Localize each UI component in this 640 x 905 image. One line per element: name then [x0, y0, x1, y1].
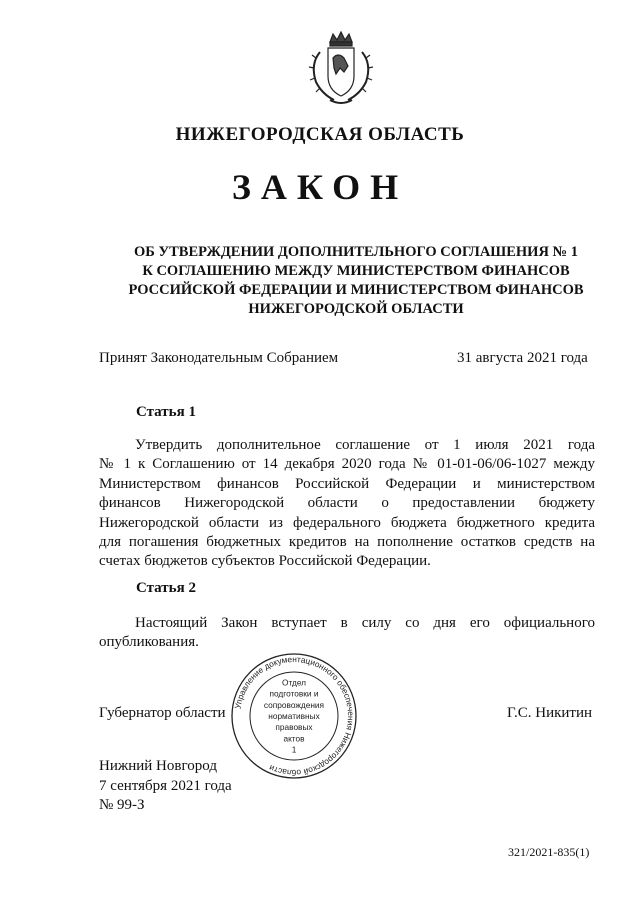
article-line: счетах бюджетов субъектов Российской Федерации. — [99, 553, 431, 570]
signing-city: Нижний Новгород — [99, 758, 217, 774]
signing-details — [99, 757, 232, 816]
signatory-name: Г.С. Никитин — [507, 705, 593, 721]
stamp-inner-text — [264, 677, 324, 754]
region-name: НИЖЕГОРОДСКАЯ ОБЛАСТЬ — [175, 124, 465, 145]
stamp-inner-line: 1 — [291, 744, 297, 755]
article-line: № 1 к Соглашению от 14 декабря 2020 года № 01-01-06/06-1027 между — [99, 456, 595, 473]
signing-date: 7 сентября 2021 года — [99, 777, 232, 794]
article-1-heading: Статья 1 — [136, 404, 196, 420]
law-title-line: НИЖЕГОРОДСКОЙ ОБЛАСТИ — [248, 301, 464, 317]
law-title-line: К СОГЛАШЕНИЮ МЕЖДУ МИНИСТЕРСТВОМ ФИНАНСОВ — [142, 263, 570, 279]
law-title — [96, 243, 616, 319]
article-2-heading: Статья 2 — [136, 580, 196, 596]
article-line: Настоящий Закон вступает в силу со дня его официального — [135, 615, 595, 631]
article-line: Нижегородской области из федерального бюджета бюджетного кредита — [99, 514, 595, 531]
stamp-outer-text: Управление документационного обеспечения Нижегородской области — [232, 653, 357, 779]
official-stamp — [228, 650, 360, 782]
adoption-date: 31 августа 2021 года — [457, 350, 588, 366]
signatory-position: Губернатор области — [99, 705, 226, 721]
article-line: Утвердить дополнительное соглашение от 1 июля 2021 года — [135, 437, 595, 453]
stamp-inner-line: правовых — [275, 722, 313, 733]
stamp-inner-line: подготовки и — [269, 688, 319, 699]
stamp-inner-line: нормативных — [268, 711, 320, 721]
article-line: Министерством финансов Российской Федерации и министерством — [99, 475, 595, 492]
law-number: № 99-З — [99, 797, 145, 813]
article-line: для погашения бюджетных кредитов на пополнение остатков средств на — [99, 534, 595, 551]
article-2-text — [99, 614, 595, 653]
coat-of-arms-icon — [300, 28, 382, 110]
stamp-inner-line: сопровождения — [263, 699, 325, 710]
document-type: ЗАКОН — [231, 167, 409, 207]
article-line: опубликования. — [99, 634, 199, 651]
document-code: 321/2021-835(1) — [508, 845, 590, 859]
stamp-inner-line: актов — [283, 733, 305, 744]
stamp-inner-line: Отдел — [282, 677, 306, 688]
article-1-text — [99, 436, 595, 572]
law-title-line: ОБ УТВЕРЖДЕНИИ ДОПОЛНИТЕЛЬНОГО СОГЛАШЕНИЯ № 1 — [133, 244, 578, 260]
adopted-by: Принят Законодательным Собранием — [99, 350, 339, 366]
law-title-line: РОССИЙСКОЙ ФЕДЕРАЦИИ И МИНИСТЕРСТВОМ ФИНАНСОВ — [128, 282, 584, 298]
article-line: финансов Нижегородской области о предоставлении бюджету — [99, 495, 595, 512]
